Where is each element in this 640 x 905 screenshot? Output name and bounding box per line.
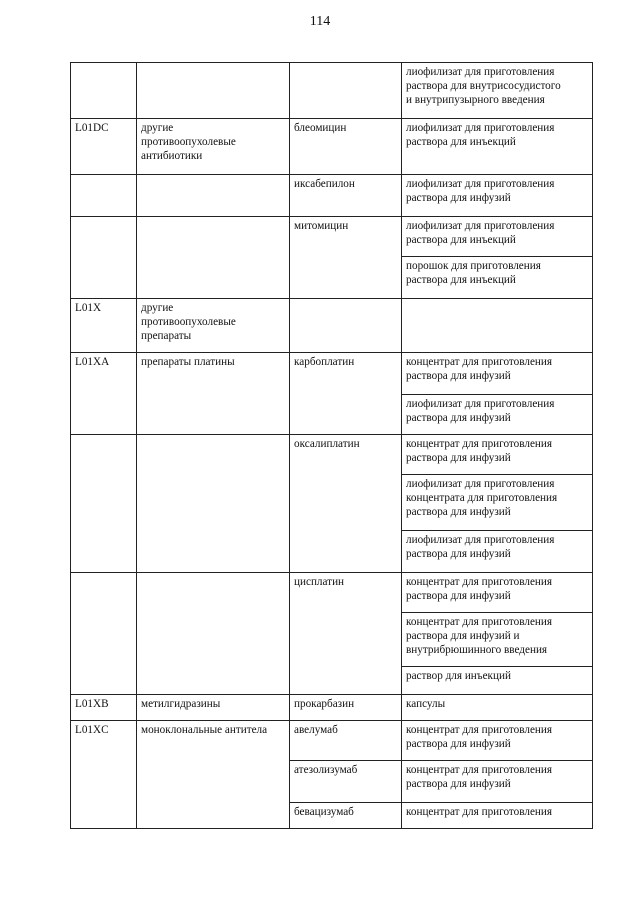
group-cell: [137, 353, 290, 435]
form-cell: [402, 695, 593, 721]
form-cell: [402, 257, 593, 299]
dosage-form: капсулы: [406, 698, 446, 710]
drug-name: оксалиплатин: [294, 438, 360, 450]
group-cell: [137, 573, 290, 695]
table-row: [71, 353, 593, 395]
dosage-form: концентрат для приготовления: [406, 806, 553, 818]
code-cell: [71, 695, 137, 721]
form-cell: [402, 435, 593, 475]
drug-name: карбоплатин: [294, 356, 355, 368]
group-cell: [137, 435, 290, 573]
drug-name: атезолизумаб: [294, 764, 358, 776]
table-row: [71, 721, 593, 761]
code-cell: [71, 353, 137, 435]
dosage-form: концентрат для приготовления раствора для инфузий: [406, 764, 553, 790]
atc-code: L01XA: [75, 356, 110, 368]
name-cell: [290, 353, 402, 435]
group-cell: [137, 175, 290, 217]
table-row: [71, 299, 593, 353]
drug-name: блеомицин: [294, 122, 347, 134]
code-cell: [71, 119, 137, 175]
form-cell: [402, 803, 593, 829]
table-row: [71, 119, 593, 175]
atc-group: моноклональные антитела: [141, 724, 268, 736]
form-cell: [402, 63, 593, 119]
atc-group: другие противоопухолевые антибиотики: [141, 122, 236, 162]
group-cell: [137, 217, 290, 299]
form-cell: [402, 175, 593, 217]
dosage-form: лиофилизат для приготовления раствора для инъекций: [406, 220, 555, 246]
form-cell: [402, 217, 593, 257]
atc-code: L01X: [75, 302, 102, 314]
form-cell: [402, 667, 593, 695]
dosage-form: концентрат для приготовления раствора для инфузий: [406, 576, 553, 602]
code-cell: [71, 435, 137, 573]
atc-group: метилгидразины: [141, 698, 221, 710]
name-cell: [290, 217, 402, 299]
form-cell: [402, 613, 593, 667]
dosage-form: концентрат для приготовления раствора для инфузий: [406, 356, 553, 382]
code-cell: [71, 175, 137, 217]
table-row: [71, 435, 593, 475]
dosage-form: концентрат для приготовления раствора для инфузий и внутрибрюшинного введения: [406, 616, 553, 656]
atc-group: препараты платины: [141, 356, 235, 368]
group-cell: [137, 119, 290, 175]
drug-name: цисплатин: [294, 576, 345, 588]
atc-code: L01DC: [75, 122, 109, 134]
group-cell: [137, 299, 290, 353]
name-cell: [290, 435, 402, 573]
dosage-form: концентрат для приготовления раствора для инфузий: [406, 724, 553, 750]
form-cell: [402, 573, 593, 613]
dosage-form: раствор для инъекций: [406, 670, 511, 682]
table-row: [71, 695, 593, 721]
code-cell: [71, 217, 137, 299]
code-cell: [71, 573, 137, 695]
drug-name: авелумаб: [294, 724, 338, 736]
name-cell: [290, 761, 402, 803]
form-cell: [402, 299, 593, 353]
form-cell: [402, 475, 593, 531]
drug-table: [70, 62, 593, 829]
name-cell: [290, 175, 402, 217]
name-cell: [290, 573, 402, 695]
dosage-form: лиофилизат для приготовления раствора для инфузий: [406, 178, 555, 204]
name-cell: [290, 119, 402, 175]
dosage-form: лиофилизат для приготовления раствора для внутрисосудистого и внутрипузырного введения: [406, 66, 561, 106]
name-cell: [290, 695, 402, 721]
name-cell: [290, 299, 402, 353]
drug-name: иксабепилон: [294, 178, 355, 190]
form-cell: [402, 531, 593, 573]
code-cell: [71, 721, 137, 829]
group-cell: [137, 721, 290, 829]
code-cell: [71, 299, 137, 353]
name-cell: [290, 803, 402, 829]
table-row: [71, 573, 593, 613]
form-cell: [402, 353, 593, 395]
form-cell: [402, 395, 593, 435]
page-number: 114: [309, 14, 331, 29]
form-cell: [402, 721, 593, 761]
group-cell: [137, 63, 290, 119]
table-row: [71, 63, 593, 119]
drug-name: митомицин: [294, 220, 349, 232]
code-cell: [71, 63, 137, 119]
drug-name: бевацизумаб: [294, 806, 354, 818]
atc-group: другие противоопухолевые препараты: [141, 302, 236, 342]
table-row: [71, 175, 593, 217]
dosage-form: порошок для приготовления раствора для инъекций: [406, 260, 541, 286]
table-row: [71, 217, 593, 257]
dosage-form: лиофилизат для приготовления раствора для инъекций: [406, 122, 555, 148]
drug-table-body: [71, 63, 593, 829]
group-cell: [137, 695, 290, 721]
drug-name: прокарбазин: [294, 698, 355, 710]
dosage-form: концентрат для приготовления раствора для инфузий: [406, 438, 553, 464]
name-cell: [290, 721, 402, 761]
name-cell: [290, 63, 402, 119]
atc-code: L01XC: [75, 724, 109, 736]
form-cell: [402, 761, 593, 803]
atc-code: L01XB: [75, 698, 109, 710]
dosage-form: лиофилизат для приготовления концентрата для приготовления раствора для инфузий: [406, 478, 558, 518]
dosage-form: лиофилизат для приготовления раствора для инфузий: [406, 534, 555, 560]
dosage-form: лиофилизат для приготовления раствора для инфузий: [406, 398, 555, 424]
form-cell: [402, 119, 593, 175]
